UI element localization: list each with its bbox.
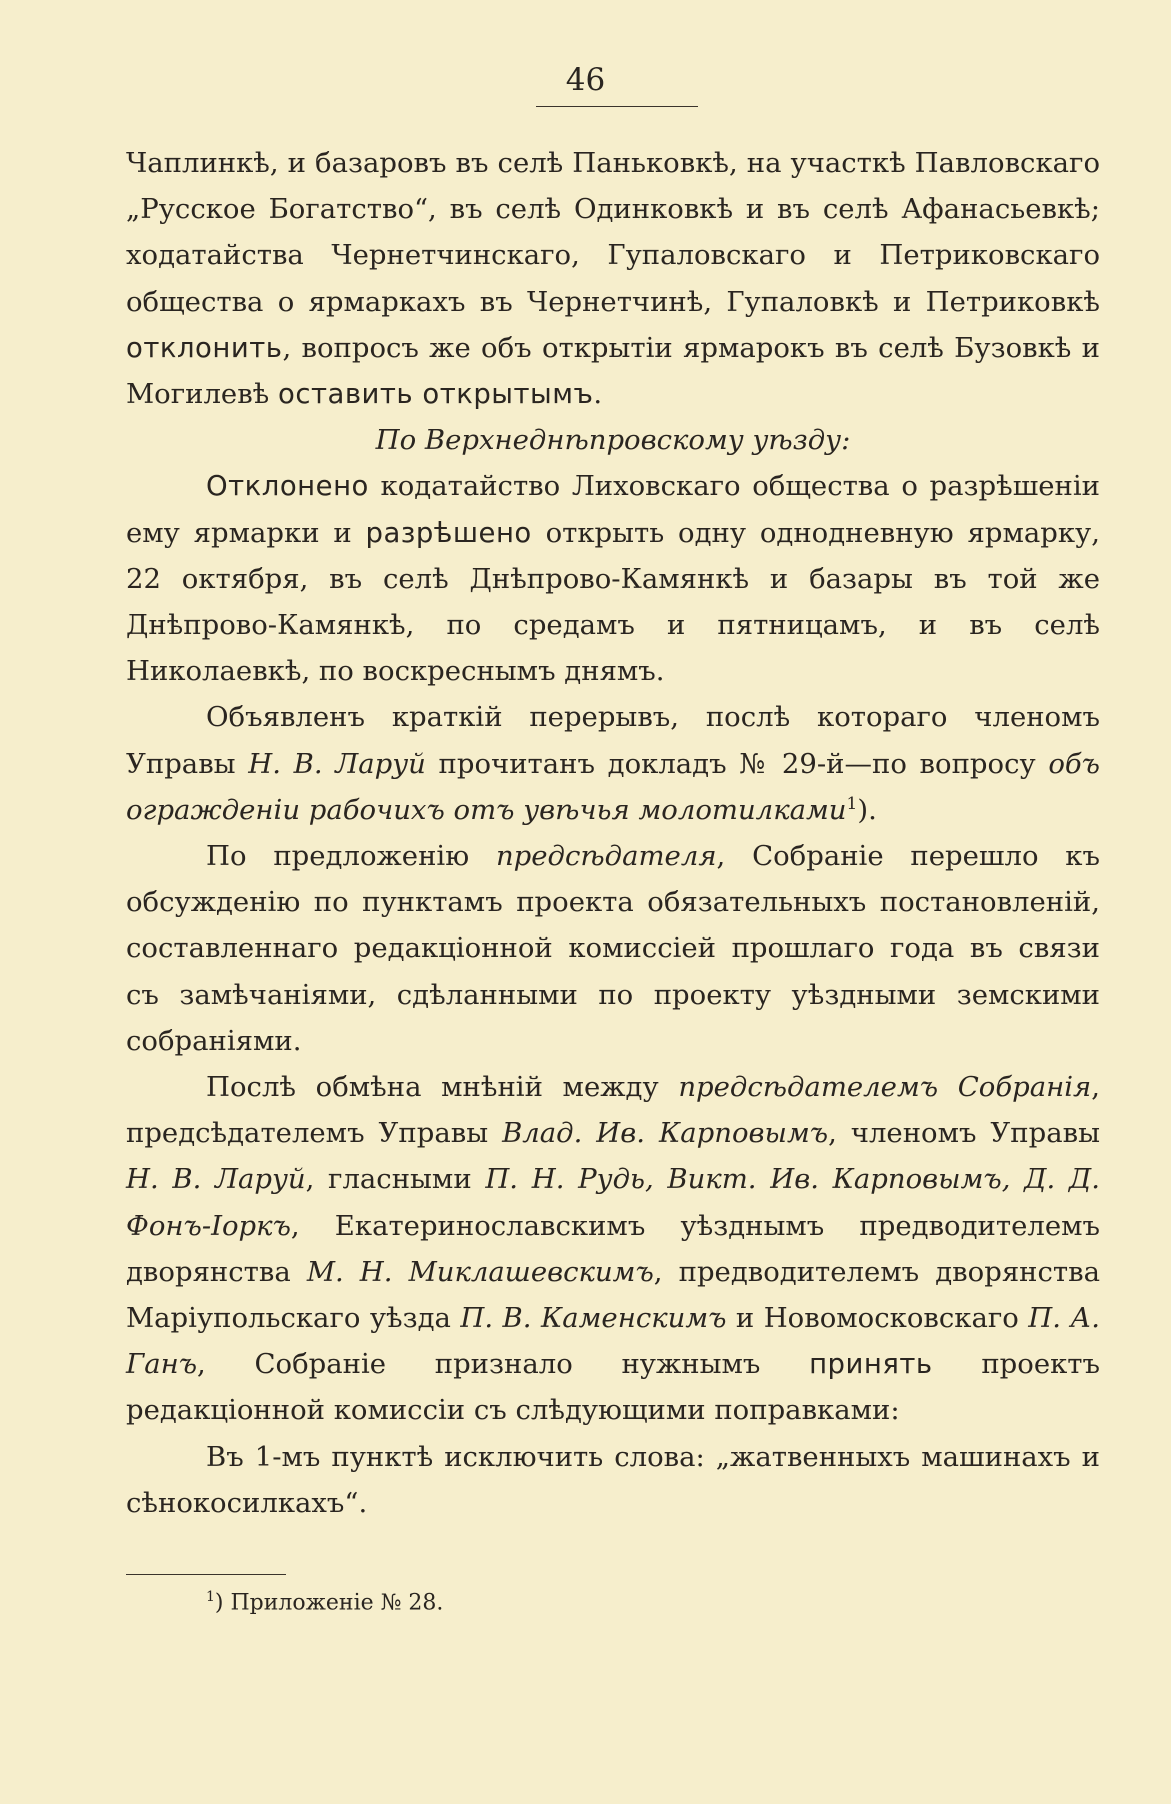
section-heading: По Верхнеднѣпровскому уѣзду:	[375, 424, 851, 457]
chairman-word: предсѣдателя	[495, 840, 717, 873]
page-number-rule	[536, 106, 698, 107]
paragraph-4: По предложенію предсѣдателя, Собраніе перешло къ обсужденію по пунктамъ проекта обязательныхъ постановленій, составленнаго редакціонной комиссіей прошлаго года въ связи съ замѣчаніями, сдѣланными по проекту уѣздными земскими собраніями.	[126, 840, 1100, 1057]
emphasis-otkloneno: Отклонено	[206, 470, 369, 503]
body-text	[126, 140, 1100, 1526]
report-topic: объ огражденіи рабочихъ отъ увѣчья молотилками	[126, 747, 1101, 826]
emphasis-otklonit: отклонить	[126, 331, 283, 364]
paragraph-6: Въ 1-мъ пунктѣ исключить слова: „жатвенныхъ машинахъ и сѣнокосилкахъ“.	[126, 1440, 1100, 1519]
name-laruy: Н. В. Ларуй	[248, 747, 426, 780]
footnote	[206, 1582, 443, 1618]
paragraph-5: Послѣ обмѣна мнѣній между предсѣдателемъ Собранія, предсѣдателемъ Управы Влад. Ив. Карповымъ, членомъ Управы Н. В. Ларуй, гласными П. Н. Рудь, Викт. Ив. Карповымъ, Д. Д. Фонъ-Іоркъ, Екатеринославскимъ уѣзднымъ предводителемъ дворянства М. Н. Миклашевскимъ, предводителемъ дворянства Маріупольскаго уѣзда П. В. Каменскимъ и Новомосковскаго П. А. Ганъ, Собраніе признало нужнымъ принять проектъ редакціонной комиссіи съ слѣдующими поправками:	[126, 1071, 1101, 1427]
emphasis-prinyat: принять	[809, 1348, 933, 1381]
emphasis-ostavit: оставить открытымъ	[278, 378, 594, 411]
paragraph-3: Объявленъ краткій перерывъ, послѣ котораго членомъ Управы Н. В. Ларуй прочитанъ докладъ № 29-й—по вопросу объ огражденіи рабочихъ отъ увѣчья молотилками$^1$).	[126, 701, 1101, 826]
footnote-mark: 1	[206, 1589, 215, 1605]
footnote-text: ) Приложеніе № 28.	[214, 1590, 444, 1616]
page-number: 46	[565, 62, 606, 98]
emphasis-razresheno: разрѣшено	[365, 516, 532, 549]
footnote-rule	[126, 1574, 286, 1575]
paragraph-2: Отклонено кодатайство Лиховскаго общества о разрѣшеніи ему ярмарки и разрѣшено открыть одну однодневную ярмарку, 22 октября, въ селѣ Днѣпрово-Камянкѣ и базары въ той же Днѣпрово-Камянкѣ, по средамъ и пятницамъ, и въ селѣ Николаевкѣ, по воскреснымъ днямъ.	[126, 470, 1100, 688]
footnote-reference: 1	[846, 793, 858, 814]
paragraph-1: Чаплинкѣ, и базаровъ въ селѣ Паньковкѣ, на участкѣ Павловскаго „Русское Богатство“, въ селѣ Одинковкѣ и въ селѣ Афанасьевкѣ; ходатайства Чернетчинскаго, Гупаловскаго и Петриковскаго общества о ярмаркахъ въ Чернетчинѣ, Гупаловкѣ и Петриковкѣ отклонить, вопросъ же объ открытіи ярмарокъ въ селѣ Бузовкѣ и Могилевѣ оставить открытымъ.	[126, 147, 1100, 411]
